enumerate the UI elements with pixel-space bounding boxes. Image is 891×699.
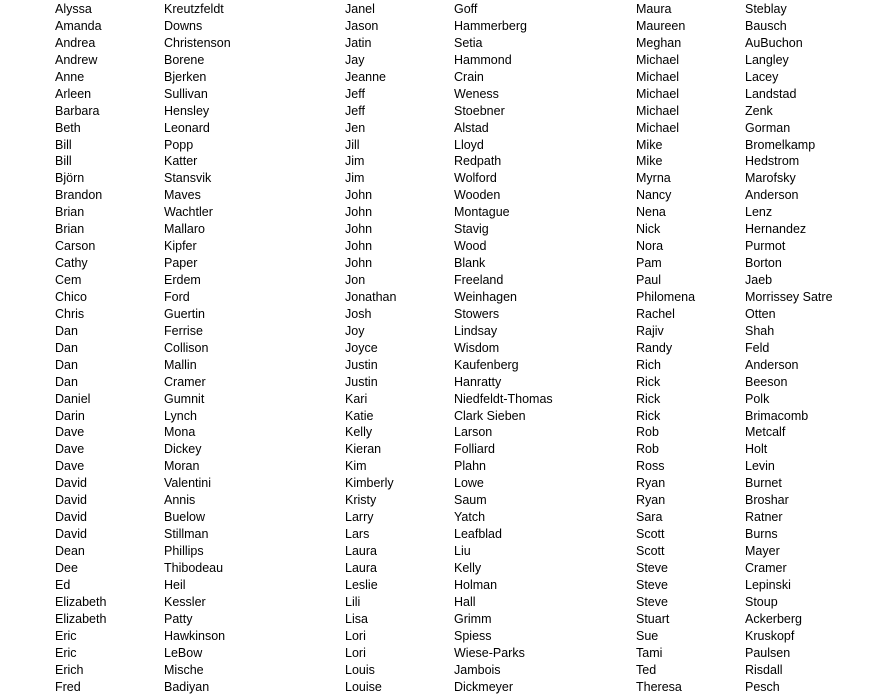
first-name-entry: Ed bbox=[55, 577, 71, 592]
first-name-entry: Rick bbox=[636, 391, 661, 406]
last-name-entry: Lindsay bbox=[454, 323, 498, 338]
first-name-column-1 bbox=[55, 1, 106, 695]
last-name-entry: Stoup bbox=[745, 594, 778, 609]
first-name-entry: Dave bbox=[55, 442, 85, 457]
last-name-entry: Anderson bbox=[745, 188, 799, 203]
last-name-entry: Clark Sieben bbox=[454, 408, 526, 423]
last-name-entry: Alstad bbox=[454, 120, 489, 135]
first-name-entry: Ryan bbox=[636, 476, 666, 491]
last-name-entry: Gumnit bbox=[164, 391, 205, 406]
first-name-entry: Eric bbox=[55, 645, 77, 660]
first-name-entry: Leslie bbox=[345, 577, 378, 592]
last-name-entry: Sullivan bbox=[164, 86, 208, 101]
first-name-entry: Andrew bbox=[55, 52, 98, 67]
last-name-entry: Burnet bbox=[745, 476, 782, 491]
last-name-entry: Steblay bbox=[745, 2, 787, 16]
last-name-entry: Kessler bbox=[164, 594, 206, 609]
last-name-entry: Downs bbox=[164, 18, 203, 33]
first-name-entry: Joy bbox=[345, 323, 365, 338]
first-name-entry: Jatin bbox=[345, 35, 372, 50]
last-name-entry: Patty bbox=[164, 611, 193, 626]
first-name-entry: Brandon bbox=[55, 188, 103, 203]
first-name-entry: Jeff bbox=[345, 86, 365, 101]
last-name-entry: Anderson bbox=[745, 357, 799, 372]
last-name-entry: Otten bbox=[745, 306, 776, 321]
last-name-entry: Katter bbox=[164, 154, 198, 169]
last-name-entry: Lowe bbox=[454, 476, 484, 491]
first-name-entry: Dean bbox=[55, 544, 85, 558]
first-name-entry: Ross bbox=[636, 459, 665, 474]
last-name-entry: Wooden bbox=[454, 188, 501, 203]
first-name-entry: Carson bbox=[55, 239, 96, 254]
last-name-entry: Hawkinson bbox=[164, 628, 226, 643]
first-name-entry: Cem bbox=[55, 273, 82, 287]
first-name-entry: John bbox=[345, 188, 373, 203]
first-name-entry: Dan bbox=[55, 340, 78, 355]
first-name-entry: Randy bbox=[636, 340, 673, 355]
last-name-entry: Yatch bbox=[454, 510, 486, 525]
last-name-entry: Jaeb bbox=[745, 273, 773, 287]
last-name-entry: Guertin bbox=[164, 306, 205, 321]
first-name-entry: Lisa bbox=[345, 611, 368, 626]
last-name-entry: Langley bbox=[745, 52, 789, 67]
last-name-entry: Wisdom bbox=[454, 340, 500, 355]
first-name-entry: Kieran bbox=[345, 442, 382, 457]
last-name-entry: Annis bbox=[164, 493, 196, 508]
last-name-entry: Folliard bbox=[454, 442, 495, 457]
last-name-entry: Landstad bbox=[745, 86, 797, 101]
last-name-entry: Hedstrom bbox=[745, 154, 800, 169]
last-name-entry: Christenson bbox=[164, 35, 231, 50]
last-name-entry: Buelow bbox=[164, 510, 205, 525]
last-name-entry: Collison bbox=[164, 340, 209, 355]
first-name-entry: Jeanne bbox=[345, 69, 387, 84]
first-name-column-2 bbox=[345, 1, 396, 695]
first-name-column-3 bbox=[636, 1, 695, 695]
last-name-entry: Levin bbox=[745, 459, 775, 474]
first-name-entry: Meghan bbox=[636, 35, 682, 50]
last-name-entry: Spiess bbox=[454, 628, 492, 643]
last-name-entry: Mallin bbox=[164, 357, 197, 372]
last-name-entry: Hernandez bbox=[745, 222, 807, 237]
last-name-entry: Liu bbox=[454, 544, 471, 558]
first-name-entry: Jonathan bbox=[345, 289, 397, 304]
last-name-entry: Maves bbox=[164, 188, 201, 203]
first-name-entry: Kelly bbox=[345, 425, 373, 440]
first-name-entry: Steve bbox=[636, 594, 668, 609]
last-name-entry: Saum bbox=[454, 493, 487, 508]
last-name-entry: Stillman bbox=[164, 527, 209, 542]
last-name-entry: Hanratty bbox=[454, 374, 502, 389]
last-name-entry: Risdall bbox=[745, 662, 783, 677]
first-name-entry: Nora bbox=[636, 239, 664, 254]
first-name-entry: Michael bbox=[636, 120, 680, 135]
last-name-entry: Stavig bbox=[454, 222, 489, 237]
first-name-entry: Rob bbox=[636, 442, 659, 457]
last-name-entry: Cramer bbox=[164, 374, 206, 389]
first-name-entry: Nick bbox=[636, 222, 661, 237]
last-name-entry: Crain bbox=[454, 69, 484, 84]
first-name-entry: Lars bbox=[345, 527, 370, 542]
last-name-entry: Borene bbox=[164, 52, 205, 67]
first-name-entry: Dan bbox=[55, 374, 78, 389]
last-name-entry: Ferrise bbox=[164, 323, 203, 338]
last-name-entry: Setia bbox=[454, 35, 483, 50]
first-name-entry: Louis bbox=[345, 662, 375, 677]
first-name-entry: Chico bbox=[55, 289, 87, 304]
first-name-entry: Rick bbox=[636, 374, 661, 389]
first-name-entry: Daniel bbox=[55, 391, 91, 406]
last-name-entry: Borton bbox=[745, 256, 782, 271]
last-name-entry: Heil bbox=[164, 577, 186, 592]
last-name-entry: Ford bbox=[164, 289, 190, 304]
first-name-entry: Scott bbox=[636, 527, 665, 542]
last-name-entry: Lynch bbox=[164, 408, 197, 423]
last-name-entry: Kreutzfeldt bbox=[164, 2, 224, 16]
first-name-entry: Sara bbox=[636, 510, 663, 525]
last-name-entry: Blank bbox=[454, 256, 486, 271]
last-name-entry: Marofsky bbox=[745, 171, 796, 186]
first-name-entry: Jay bbox=[345, 52, 365, 67]
first-name-entry: John bbox=[345, 222, 373, 237]
first-name-entry: Anne bbox=[55, 69, 85, 84]
last-name-entry: Niedfeldt-Thomas bbox=[454, 391, 553, 406]
first-name-entry: Janel bbox=[345, 2, 375, 16]
first-name-entry: Dan bbox=[55, 323, 78, 338]
first-name-entry: Pam bbox=[636, 256, 662, 271]
last-name-entry: Gorman bbox=[745, 120, 791, 135]
last-name-entry: Dickey bbox=[164, 442, 202, 457]
first-name-entry: Darin bbox=[55, 408, 85, 423]
first-name-entry: Larry bbox=[345, 510, 374, 525]
first-name-entry: Björn bbox=[55, 171, 85, 186]
first-name-entry: Justin bbox=[345, 374, 378, 389]
first-name-entry: Jon bbox=[345, 273, 366, 287]
last-name-entry: Mona bbox=[164, 425, 196, 440]
first-name-entry: John bbox=[345, 205, 373, 220]
first-name-entry: Michael bbox=[636, 86, 680, 101]
last-name-entry: Wood bbox=[454, 239, 487, 254]
last-name-entry: Hall bbox=[454, 594, 476, 609]
first-name-entry: Elizabeth bbox=[55, 594, 107, 609]
last-name-entry: Moran bbox=[164, 459, 200, 474]
last-name-entry: Mallaro bbox=[164, 222, 205, 237]
first-name-entry: Chris bbox=[55, 306, 85, 321]
last-name-entry: Polk bbox=[745, 391, 770, 406]
last-name-entry: Stansvik bbox=[164, 171, 212, 186]
last-name-entry: Stowers bbox=[454, 306, 500, 321]
first-name-entry: Laura bbox=[345, 544, 377, 558]
last-name-entry: Larson bbox=[454, 425, 493, 440]
first-name-entry: Barbara bbox=[55, 103, 100, 118]
last-name-entry: Weinhagen bbox=[454, 289, 518, 304]
first-name-entry: John bbox=[345, 256, 373, 271]
first-name-entry: Katie bbox=[345, 408, 374, 423]
last-name-entry: Freeland bbox=[454, 273, 504, 287]
first-name-entry: Tami bbox=[636, 645, 663, 660]
first-name-entry: David bbox=[55, 493, 87, 508]
first-name-entry: Maureen bbox=[636, 18, 686, 33]
first-name-entry: Kim bbox=[345, 459, 367, 474]
first-name-entry: Dave bbox=[55, 425, 85, 440]
last-name-entry: AuBuchon bbox=[745, 35, 803, 50]
first-name-entry: Steve bbox=[636, 560, 668, 575]
last-name-entry: Jambois bbox=[454, 662, 501, 677]
first-name-entry: Fred bbox=[55, 679, 81, 694]
last-name-column-2 bbox=[454, 1, 553, 695]
last-name-entry: Hammerberg bbox=[454, 18, 527, 33]
first-name-entry: Laura bbox=[345, 560, 377, 575]
first-name-entry: Andrea bbox=[55, 35, 96, 50]
last-name-column-1 bbox=[164, 1, 231, 695]
first-name-entry: Kari bbox=[345, 391, 368, 406]
first-name-entry: Michael bbox=[636, 52, 680, 67]
first-name-entry: Dan bbox=[55, 357, 78, 372]
last-name-entry: Paper bbox=[164, 256, 198, 271]
first-name-entry: Rick bbox=[636, 408, 661, 423]
first-name-entry: Justin bbox=[345, 357, 378, 372]
last-name-entry: Mische bbox=[164, 662, 204, 677]
last-name-entry: Goff bbox=[454, 2, 478, 16]
last-name-entry: Zenk bbox=[745, 103, 773, 118]
first-name-entry: Lori bbox=[345, 628, 366, 643]
first-name-entry: Jim bbox=[345, 171, 365, 186]
last-name-entry: Popp bbox=[164, 137, 194, 152]
last-name-entry: Thibodeau bbox=[164, 560, 224, 575]
first-name-entry: Myrna bbox=[636, 171, 671, 186]
last-name-entry: Wachtler bbox=[164, 205, 213, 220]
last-name-entry: Purmot bbox=[745, 239, 786, 254]
first-name-entry: Theresa bbox=[636, 679, 682, 694]
last-name-entry: LeBow bbox=[164, 645, 203, 660]
last-name-entry: Shah bbox=[745, 323, 775, 338]
first-name-entry: Sue bbox=[636, 628, 659, 643]
last-name-entry: Beeson bbox=[745, 374, 788, 389]
first-name-entry: Stuart bbox=[636, 611, 670, 626]
last-name-entry: Burns bbox=[745, 527, 778, 542]
first-name-entry: Mike bbox=[636, 137, 663, 152]
last-name-entry: Feld bbox=[745, 340, 770, 355]
last-name-entry: Plahn bbox=[454, 459, 486, 474]
first-name-entry: Ted bbox=[636, 662, 657, 677]
first-name-entry: David bbox=[55, 527, 87, 542]
last-name-entry: Ackerberg bbox=[745, 611, 802, 626]
last-name-entry: Lacey bbox=[745, 69, 779, 84]
last-name-entry: Hensley bbox=[164, 103, 210, 118]
first-name-entry: Jim bbox=[345, 154, 365, 169]
last-name-entry: Erdem bbox=[164, 273, 201, 287]
last-name-entry: Kipfer bbox=[164, 239, 197, 254]
last-name-entry: Morrissey Satre bbox=[745, 289, 833, 304]
first-name-entry: Amanda bbox=[55, 18, 102, 33]
last-name-entry: Wiese-Parks bbox=[454, 645, 525, 660]
first-name-entry: Paul bbox=[636, 273, 662, 287]
first-name-entry: Alyssa bbox=[55, 2, 92, 16]
last-name-entry: Kruskopf bbox=[745, 628, 795, 643]
last-name-entry: Cramer bbox=[745, 560, 787, 575]
first-name-entry: Mike bbox=[636, 154, 663, 169]
first-name-entry: Maura bbox=[636, 2, 672, 16]
first-name-entry: Brian bbox=[55, 222, 85, 237]
first-name-entry: Erich bbox=[55, 662, 84, 677]
first-name-entry: Lori bbox=[345, 645, 366, 660]
last-name-entry: Redpath bbox=[454, 154, 502, 169]
last-name-entry: Ratner bbox=[745, 510, 783, 525]
last-name-entry: Holman bbox=[454, 577, 498, 592]
last-name-entry: Metcalf bbox=[745, 425, 786, 440]
last-name-entry: Broshar bbox=[745, 493, 789, 508]
first-name-entry: Nena bbox=[636, 205, 666, 220]
last-name-entry: Pesch bbox=[745, 679, 780, 694]
first-name-entry: Elizabeth bbox=[55, 611, 107, 626]
first-name-entry: Philomena bbox=[636, 289, 696, 304]
first-name-entry: Jeff bbox=[345, 103, 365, 118]
last-name-column-3 bbox=[745, 1, 833, 695]
first-name-entry: Rajiv bbox=[636, 323, 664, 338]
first-name-entry: Jason bbox=[345, 18, 379, 33]
last-name-entry: Leafblad bbox=[454, 527, 502, 542]
first-name-entry: Cathy bbox=[55, 256, 88, 271]
first-name-entry: Josh bbox=[345, 306, 372, 321]
last-name-entry: Bromelkamp bbox=[745, 137, 816, 152]
last-name-entry: Grimm bbox=[454, 611, 492, 626]
first-name-entry: Eric bbox=[55, 628, 77, 643]
last-name-entry: Lloyd bbox=[454, 137, 484, 152]
last-name-entry: Dickmeyer bbox=[454, 679, 514, 694]
last-name-entry: Kaufenberg bbox=[454, 357, 519, 372]
first-name-entry: David bbox=[55, 510, 87, 525]
last-name-entry: Montague bbox=[454, 205, 510, 220]
last-name-entry: Lepinski bbox=[745, 577, 791, 592]
first-name-entry: Dave bbox=[55, 459, 85, 474]
first-name-entry: Beth bbox=[55, 120, 81, 135]
last-name-entry: Paulsen bbox=[745, 645, 791, 660]
first-name-entry: Kristy bbox=[345, 493, 377, 508]
first-name-entry: Lili bbox=[345, 594, 361, 609]
first-name-entry: Ryan bbox=[636, 493, 666, 508]
last-name-entry: Bjerken bbox=[164, 69, 207, 84]
first-name-entry: Michael bbox=[636, 69, 680, 84]
first-name-entry: Steve bbox=[636, 577, 668, 592]
first-name-entry: Nancy bbox=[636, 188, 672, 203]
first-name-entry: Jen bbox=[345, 120, 366, 135]
last-name-entry: Mayer bbox=[745, 544, 780, 558]
last-name-entry: Lenz bbox=[745, 205, 773, 220]
first-name-entry: John bbox=[345, 239, 373, 254]
last-name-entry: Hammond bbox=[454, 52, 512, 67]
first-name-entry: Rob bbox=[636, 425, 659, 440]
first-name-entry: Scott bbox=[636, 544, 665, 558]
last-name-entry: Phillips bbox=[164, 544, 204, 558]
first-name-entry: Rachel bbox=[636, 306, 675, 321]
first-name-entry: Jill bbox=[345, 137, 360, 152]
first-name-entry: Brian bbox=[55, 205, 85, 220]
first-name-entry: Louise bbox=[345, 679, 382, 694]
last-name-entry: Weness bbox=[454, 86, 499, 101]
first-name-entry: Dee bbox=[55, 560, 78, 575]
first-name-entry: Joyce bbox=[345, 340, 378, 355]
first-name-entry: Bill bbox=[55, 137, 72, 152]
last-name-entry: Wolford bbox=[454, 171, 497, 186]
last-name-entry: Badiyan bbox=[164, 679, 210, 694]
last-name-entry: Kelly bbox=[454, 560, 482, 575]
first-name-entry: Rich bbox=[636, 357, 662, 372]
last-name-entry: Leonard bbox=[164, 120, 210, 135]
first-name-entry: Arleen bbox=[55, 86, 92, 101]
first-name-entry: Bill bbox=[55, 154, 72, 169]
last-name-entry: Bausch bbox=[745, 18, 787, 33]
first-name-entry: Michael bbox=[636, 103, 680, 118]
last-name-entry: Stoebner bbox=[454, 103, 505, 118]
last-name-entry: Valentini bbox=[164, 476, 212, 491]
last-name-entry: Holt bbox=[745, 442, 768, 457]
last-name-entry: Brimacomb bbox=[745, 408, 809, 423]
first-name-entry: David bbox=[55, 476, 87, 491]
first-name-entry: Kimberly bbox=[345, 476, 394, 491]
